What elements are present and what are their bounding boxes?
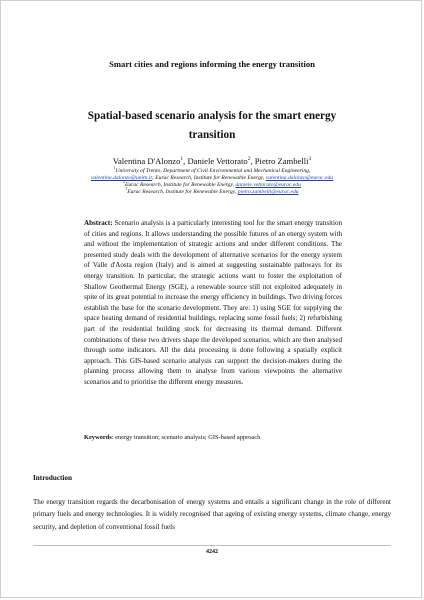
abstract-label: Abstract: bbox=[84, 219, 113, 227]
keywords-text: : energy transition; scenario analysis; GIS-based approach bbox=[111, 434, 261, 441]
abstract-text: Scenario analysis is a particularly interesting tool for the smart energy transition of cities and regions. It allows understanding the possible futures of an energy system with and without the implementation of strategic actions and under different conditions. The presented study deals with the development of alternative scenarios for the energy system of Valle d'Aosta region (Italy) and is aimed at suggesting sustainable pathways for its energy transition. In particular, the strategic actions want to foster the exploitation of Shallow Geothermal Energy (SGE), a renewable source still not exploited adequately in spite of its great potential to increase the energy efficiency in buildings. Two driving forces establish the base for the scenario development. They are: 1) using SGE for supplying the space heating demand of residential buildings, replacing some fossil fuels; 2) refurbishing part of the residential building stock for decreasing its thermal demand. Different combinations of these two drivers shape the developed scenarios, which are then analysed through some indicators. All the data processing is done following a spatially explicit approach. This GIS-based scenario analysis can support the decision-makers during the planning process allowing them to analyse from various viewpoints the alternative scenarios and to prioritise the different energy measures. bbox=[84, 219, 342, 386]
affil-marker: 3 bbox=[125, 187, 128, 192]
affil-text: ; Eurac Research, Institute for Renewable Energy, bbox=[152, 175, 265, 181]
author-separator: , bbox=[250, 156, 255, 166]
affil-text: Eurac Research, Institute for Renewable Energy, bbox=[127, 189, 237, 195]
affiliation-1 bbox=[0, 168, 424, 175]
author-name: Valentina D'Alonzo bbox=[112, 156, 181, 166]
author-separator: , bbox=[183, 156, 188, 166]
email-link[interactable]: pietro.zambelli@eurac.edu bbox=[237, 189, 299, 195]
author-affil-marker: 1 bbox=[180, 156, 184, 163]
author-list bbox=[0, 156, 424, 166]
author-name: Pietro Zambelli bbox=[254, 156, 309, 166]
affil-marker: 1 bbox=[113, 166, 116, 171]
section-heading-introduction: Introduction bbox=[33, 474, 73, 482]
email-link[interactable]: daniele.vettorato@eurac.edu bbox=[235, 182, 301, 188]
series-title: Smart cities and regions informing the energy transition bbox=[109, 59, 315, 69]
keywords bbox=[84, 434, 342, 441]
affil-text: University of Trento, Department of Civil Environmental and Mechanical Engineering, bbox=[115, 168, 311, 174]
body-paragraph: The energy transition regards the decarbonisation of energy systems and entails a significant change in the role of different primary fuels and energy technologies. It is widely recognised that ageing of existing energy systems, climate change, energy security, and depletion of conventional fossil fuels bbox=[33, 498, 391, 531]
affiliation-3 bbox=[0, 189, 424, 196]
author-affil-marker: 3 bbox=[308, 156, 312, 163]
author-affil-marker: 2 bbox=[247, 156, 251, 163]
keywords-label: Keywords bbox=[84, 434, 112, 441]
page-number: 4242 bbox=[206, 549, 218, 555]
email-link[interactable]: valentina.dalonzo@unitn.it bbox=[90, 175, 152, 181]
author-name: Daniele Vettorato bbox=[187, 156, 248, 166]
affil-text: Eurac Research, Institute for Renewable Energy, bbox=[124, 182, 235, 188]
affil-marker: 2 bbox=[123, 180, 125, 185]
email-link[interactable]: valentina.dalonzo@eurac.edu bbox=[265, 175, 334, 181]
abstract bbox=[84, 218, 342, 388]
footer-divider bbox=[33, 545, 391, 546]
paper-title: Spatial-based scenario analysis for the smart energy transition bbox=[87, 110, 337, 141]
